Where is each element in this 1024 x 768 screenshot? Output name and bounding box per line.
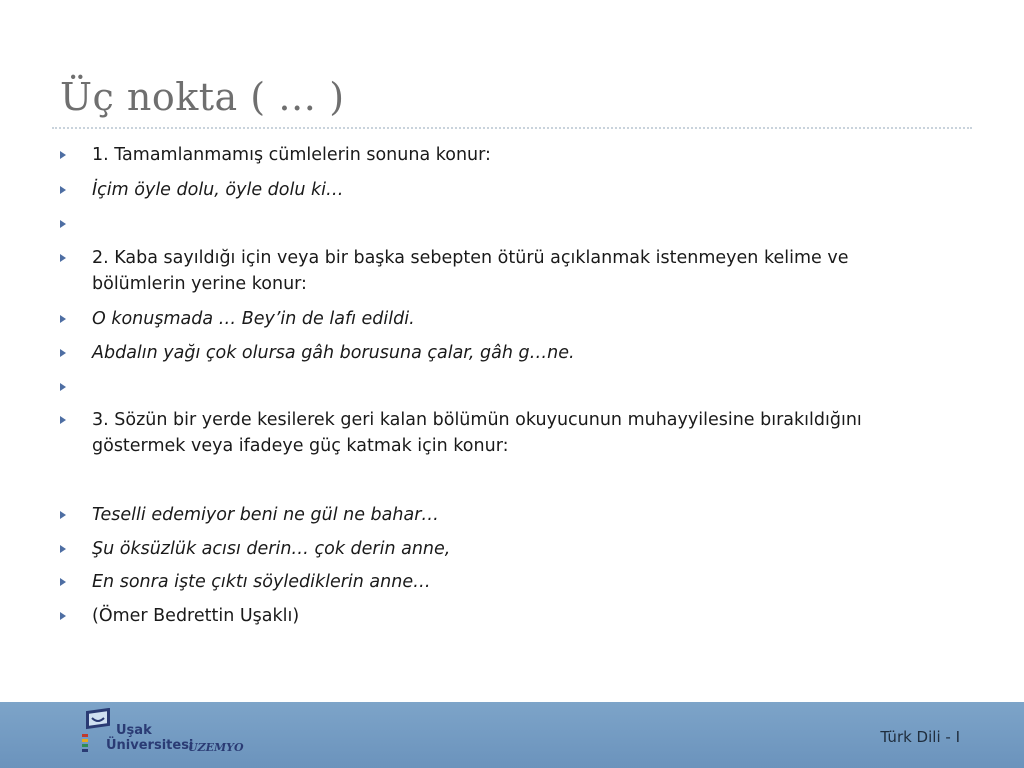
bullet-text: Abdalın yağı çok olursa gâh borusuna çalar, gâh g…ne. [92, 343, 575, 363]
slide-title: Üç nokta ( … ) [60, 75, 345, 119]
bullet-text: 1. Tamamlanmamış cümlelerin sonuna konur: [92, 145, 491, 165]
footer-band [0, 702, 1024, 768]
bullet-item [60, 340, 940, 366]
bullet-text: İçim öyle dolu, öyle dolu ki… [92, 180, 344, 200]
bullet-item [60, 142, 940, 168]
bullet-item [60, 245, 940, 297]
bullet-arrow-icon [60, 612, 66, 620]
logo-line-1: Uşak [116, 723, 152, 738]
bullet-text: En sonra işte çıktı söylediklerin anne… [92, 572, 431, 592]
bullet-text: (Ömer Bedrettin Uşaklı) [92, 606, 300, 626]
bullet-arrow-icon [60, 186, 66, 194]
bullet-text: Şu öksüzlük acısı derin… çok derin anne, [92, 539, 451, 559]
bullet-item [60, 603, 940, 629]
bullet-arrow-icon [60, 383, 66, 391]
logo-script: UZEMYO [188, 741, 244, 754]
bullet-text: Teselli edemiyor beni ne gül ne bahar… [92, 505, 439, 525]
bullet-arrow-icon [60, 416, 66, 424]
bullet-text: O konuşmada … Bey’in de lafı edildi. [92, 309, 415, 329]
course-label: Türk Dili - I [880, 728, 960, 746]
bullet-arrow-icon [60, 349, 66, 357]
bullet-item [60, 502, 940, 528]
bullet-item [60, 569, 940, 595]
bullet-item [60, 407, 940, 459]
bullet-text: 2. Kaba sayıldığı için veya bir başka sebepten ötürü açıklanmak istenmeyen kelime ve bölümlerin yerine konur: [92, 248, 849, 294]
bullet-arrow-icon [60, 545, 66, 553]
bullet-item [60, 177, 940, 203]
bullet-arrow-icon [60, 220, 66, 228]
bullet-item [60, 536, 940, 562]
bullet-arrow-icon [60, 315, 66, 323]
logo-line-2: Üniversitesi [106, 738, 194, 753]
bullet-text: 3. Sözün bir yerde kesilerek geri kalan bölümün okuyucunun muhayyilesine bırakıldığını göstermek veya ifadeye güç katmak için konur: [92, 410, 862, 456]
bullet-item [60, 306, 940, 332]
bullet-arrow-icon [60, 254, 66, 262]
university-logo [80, 706, 250, 762]
bullet-arrow-icon [60, 511, 66, 519]
bullet-arrow-icon [60, 151, 66, 159]
title-divider [52, 127, 972, 129]
bullet-arrow-icon [60, 578, 66, 586]
